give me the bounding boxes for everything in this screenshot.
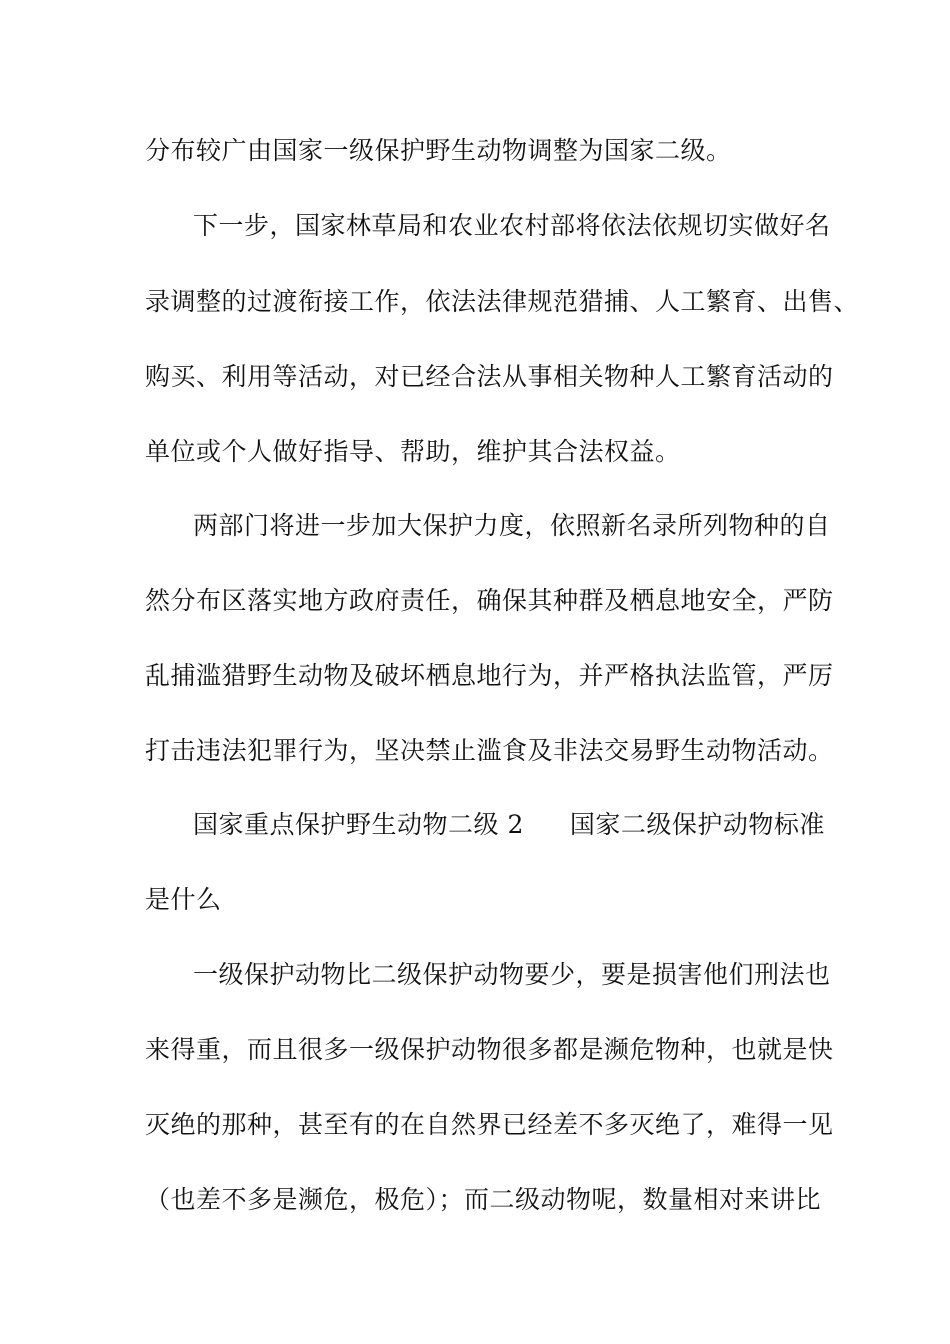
section-heading-continuation: 是什么	[145, 885, 222, 914]
text-line: 单位或个人做好指导、帮助，维护其合法权益。	[145, 437, 681, 466]
text-line: 灭绝的那种，甚至有的在自然界已经差不多灭绝了，难得一见	[145, 1110, 834, 1139]
section-heading-part-2: 国家二级保护动物标准	[569, 810, 825, 839]
paragraph-first-line: 一级保护动物比二级保护动物要少，要是损害他们刑法也	[193, 960, 831, 989]
text-line: 录调整的过渡衔接工作，依法法律规范猎捕、人工繁育、出售、	[145, 287, 860, 316]
text-line: 分布较广由国家一级保护野生动物调整为国家二级。	[145, 136, 732, 165]
text-line: 来得重，而且很多一级保护动物很多都是濒危物种，也就是快	[145, 1035, 834, 1064]
text-line: 购买、利用等活动，对已经合法从事相关物种人工繁育活动的	[145, 362, 834, 391]
text-line: 然分布区落实地方政府责任，确保其种群及栖息地安全，严防	[145, 586, 834, 615]
paragraph-first-line: 下一步，国家林草局和农业农村部将依法依规切实做好名	[193, 211, 831, 240]
section-heading-part-1: 国家重点保护野生动物二级 2	[193, 810, 524, 839]
text-line: （也差不多是濒危，极危）；而二级动物呢，数量相对来讲比	[145, 1185, 822, 1214]
text-line: 乱捕滥猎野生动物及破坏栖息地行为，并严格执法监管，严厉	[145, 661, 834, 690]
text-line: 打击违法犯罪行为，坚决禁止滥食及非法交易野生动物活动。	[145, 736, 834, 765]
section-heading-line	[193, 810, 825, 840]
paragraph-first-line: 两部门将进一步加大保护力度，依照新名录所列物种的自	[193, 511, 831, 540]
